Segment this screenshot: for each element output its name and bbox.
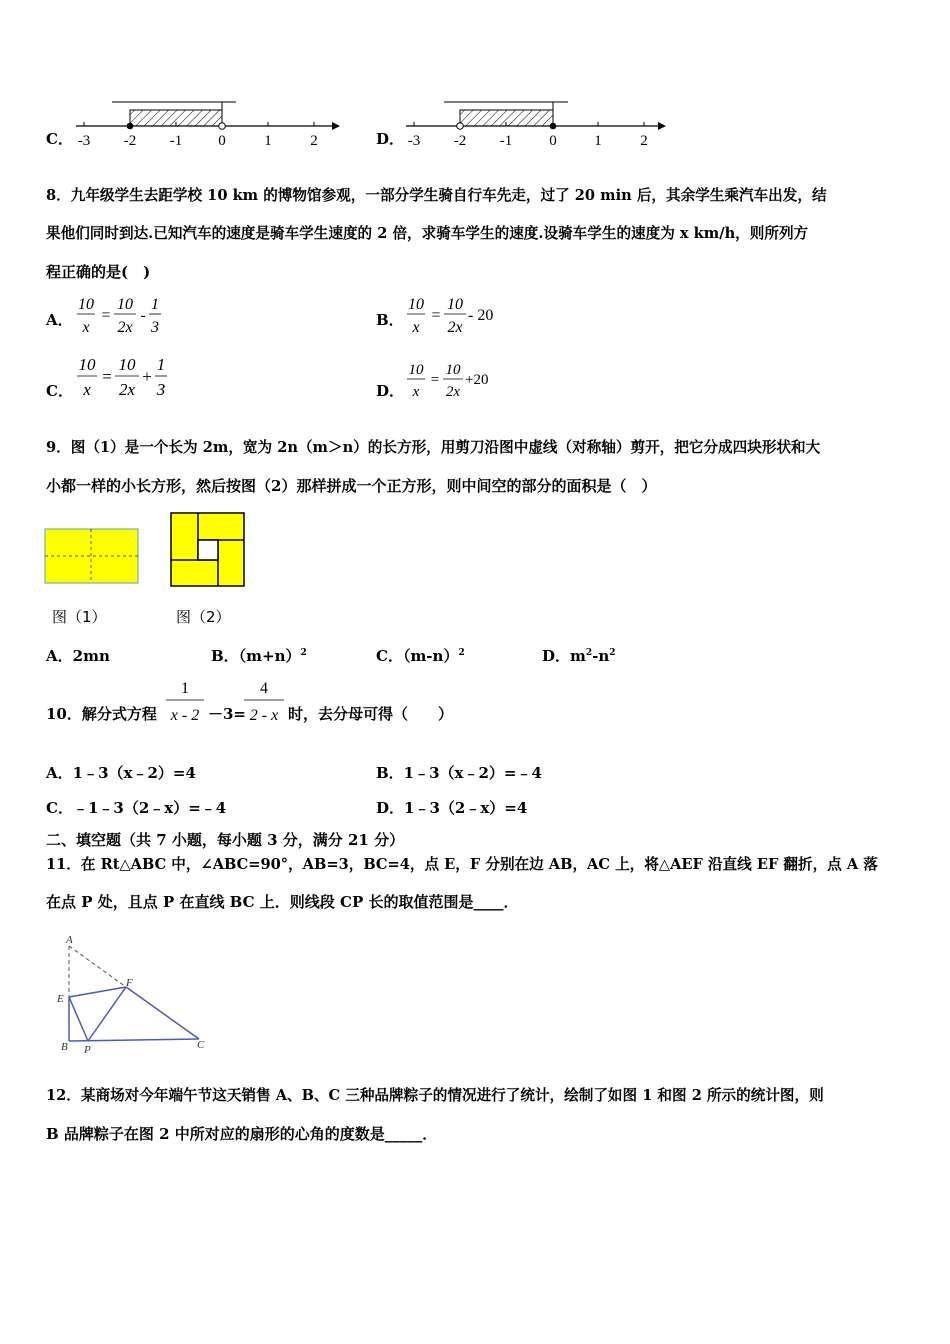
svg-text:=: = [430,372,440,388]
svg-text:10: 10 [78,296,94,313]
q10-option-d: D．1﹣3（2﹣x）=4 [376,799,528,817]
q8-option-a-equation [74,292,174,340]
svg-text:10: 10 [118,355,136,374]
q9-figure-1-rectangle [44,528,140,586]
svg-text:+: + [142,367,152,386]
solid-dot [550,123,557,130]
tick-label: -2 [123,133,137,149]
svg-text:2x: 2x [117,319,133,336]
tick-label: 0 [218,133,226,149]
svg-text:10: 10 [408,296,424,313]
svg-text:+20: +20 [465,372,489,388]
q8-option-c-label: C． [46,382,73,400]
solid-dot [127,123,134,130]
q8-option-b-equation [404,292,514,340]
axis-arrow [658,122,666,130]
open-dot [457,123,464,130]
q8-option-d-equation [404,358,514,404]
q12-line-2: B 品牌粽子在图 2 中所对应的扇形的心角的度数是_____． [46,1125,438,1143]
svg-text:4: 4 [260,680,268,697]
center-hole [198,540,218,560]
q11-line-1: 11．在 Rt△ABC 中，∠ABC=90°，AB=3，BC=4，点 E，F 分别在边 AB，AC 上，将△AEF 沿直线 EF 翻折，点 A 落 [46,856,878,873]
svg-text:2 - x: 2 - x [249,707,279,724]
svg-text:2x: 2x [445,384,461,400]
q9-option-a: A．2mn [46,647,110,665]
section-2-heading: 二、填空题（共 7 小题，每小题 3 分，满分 21 分） [46,831,405,849]
q8-line-3: 程正确的是( ) [46,263,151,281]
svg-text:1: 1 [181,680,189,697]
point-e-label: E [57,993,64,1005]
q9-line-2: 小都一样的小长方形，然后按图（2）那样拼成一个正方形，则中间空的部分的面积是（ ） [46,477,657,495]
svg-text:x: x [412,319,420,336]
q9-figure-2-caption: 图（2） [176,608,231,626]
svg-text:=: = [101,307,111,324]
q10-fraction-1 [164,676,206,726]
q11-triangle-figure [52,930,212,1058]
svg-text:- 20: - 20 [468,307,494,324]
axis-arrow [332,122,340,130]
tick-label: 1 [594,133,602,149]
q10-suffix: 时，去分母可得（ ） [288,705,454,723]
point-f-label: F [126,977,133,989]
point-a-label: A [66,934,73,946]
q7-option-c-label: C． [46,130,73,148]
svg-text:2x: 2x [118,380,136,399]
q8-line-2: 果他们同时到达.已知汽车的速度是骑车学生速度的 2 倍，求骑车学生的速度.设骑车学生的速度为 x km/h，则所列方 [46,225,809,242]
svg-text:10: 10 [408,362,424,378]
tick-label: 2 [310,133,318,149]
point-c-label: C [197,1039,205,1051]
q9-figure-2-square [170,512,246,588]
q8-option-d-label: D． [376,382,405,400]
q10-option-a: A．1﹣3（x﹣2）=4 [46,764,196,782]
svg-text:1: 1 [151,296,159,313]
q9-line-1: 9．图（1）是一个长为 2m，宽为 2n（m＞n）的长方形，用剪刀沿图中虚线（对称轴）剪开，把它分成四块形状和大 [46,439,821,456]
q10-middle: －3= [208,705,247,723]
tick-label: 0 [549,133,557,149]
number-line-d [400,98,675,152]
tick-label: -3 [407,133,421,149]
q10-prefix: 10．解分式方程 [46,705,157,723]
q10-fraction-2 [242,676,286,726]
number-line-c [70,98,345,152]
svg-text:10: 10 [445,362,461,378]
svg-text:x: x [82,319,90,336]
q8-option-a-label: A． [46,311,73,329]
q10-option-c: C．﹣1﹣3（2﹣x）=﹣4 [46,799,227,817]
svg-text:x - 2: x - 2 [170,707,200,724]
svg-text:x: x [83,380,91,399]
svg-text:3: 3 [151,319,159,336]
q8-option-c-equation [74,352,174,402]
q7-option-d-label: D． [376,130,405,148]
svg-text:1: 1 [156,355,166,374]
tick-label: -1 [169,133,183,149]
svg-text:10: 10 [117,296,133,313]
svg-text:3: 3 [156,380,166,399]
point-b-label: B [61,1041,68,1053]
svg-text:=: = [431,307,441,324]
tick-label: -2 [453,133,467,149]
q9-option-d: D．$m^2-n^2$ [542,647,616,665]
svg-text:=: = [102,367,112,386]
tick-label: 2 [640,133,648,149]
q11-line-2: 在点 P 处，且点 P 在直线 BC 上．则线段 CP 长的取值范围是____． [46,893,519,911]
svg-text:10: 10 [447,296,463,313]
q10-option-b: B．1﹣3（x﹣2）=﹣4 [376,764,542,782]
svg-text:2x: 2x [447,319,463,336]
q9-option-c: C．$(m-n)^2$ [376,647,465,665]
q9-option-b: B．$(m+n)^2$ [211,647,307,665]
q12-line-1: 12．某商场对今年端午节这天销售 A、B、C 三种品牌粽子的情况进行了统计，绘制了如图 1 和图 2 所示的统计图，则 [46,1087,824,1104]
open-dot [219,123,226,130]
tick-label: -1 [499,133,513,149]
q8-line-1: 8．九年级学生去距学校 10 km 的博物馆参观，一部分学生骑自行车先走，过了 20 min 后，其余学生乘汽车出发，结 [46,187,827,204]
svg-text:-: - [140,307,146,324]
svg-text:10: 10 [78,355,96,374]
q8-option-b-label: B． [376,311,404,329]
q9-figure-1-caption: 图（1） [52,608,107,626]
tick-label: 1 [264,133,272,149]
tick-label: -3 [77,133,91,149]
point-p-label: P [84,1044,91,1056]
svg-text:x: x [412,384,420,400]
